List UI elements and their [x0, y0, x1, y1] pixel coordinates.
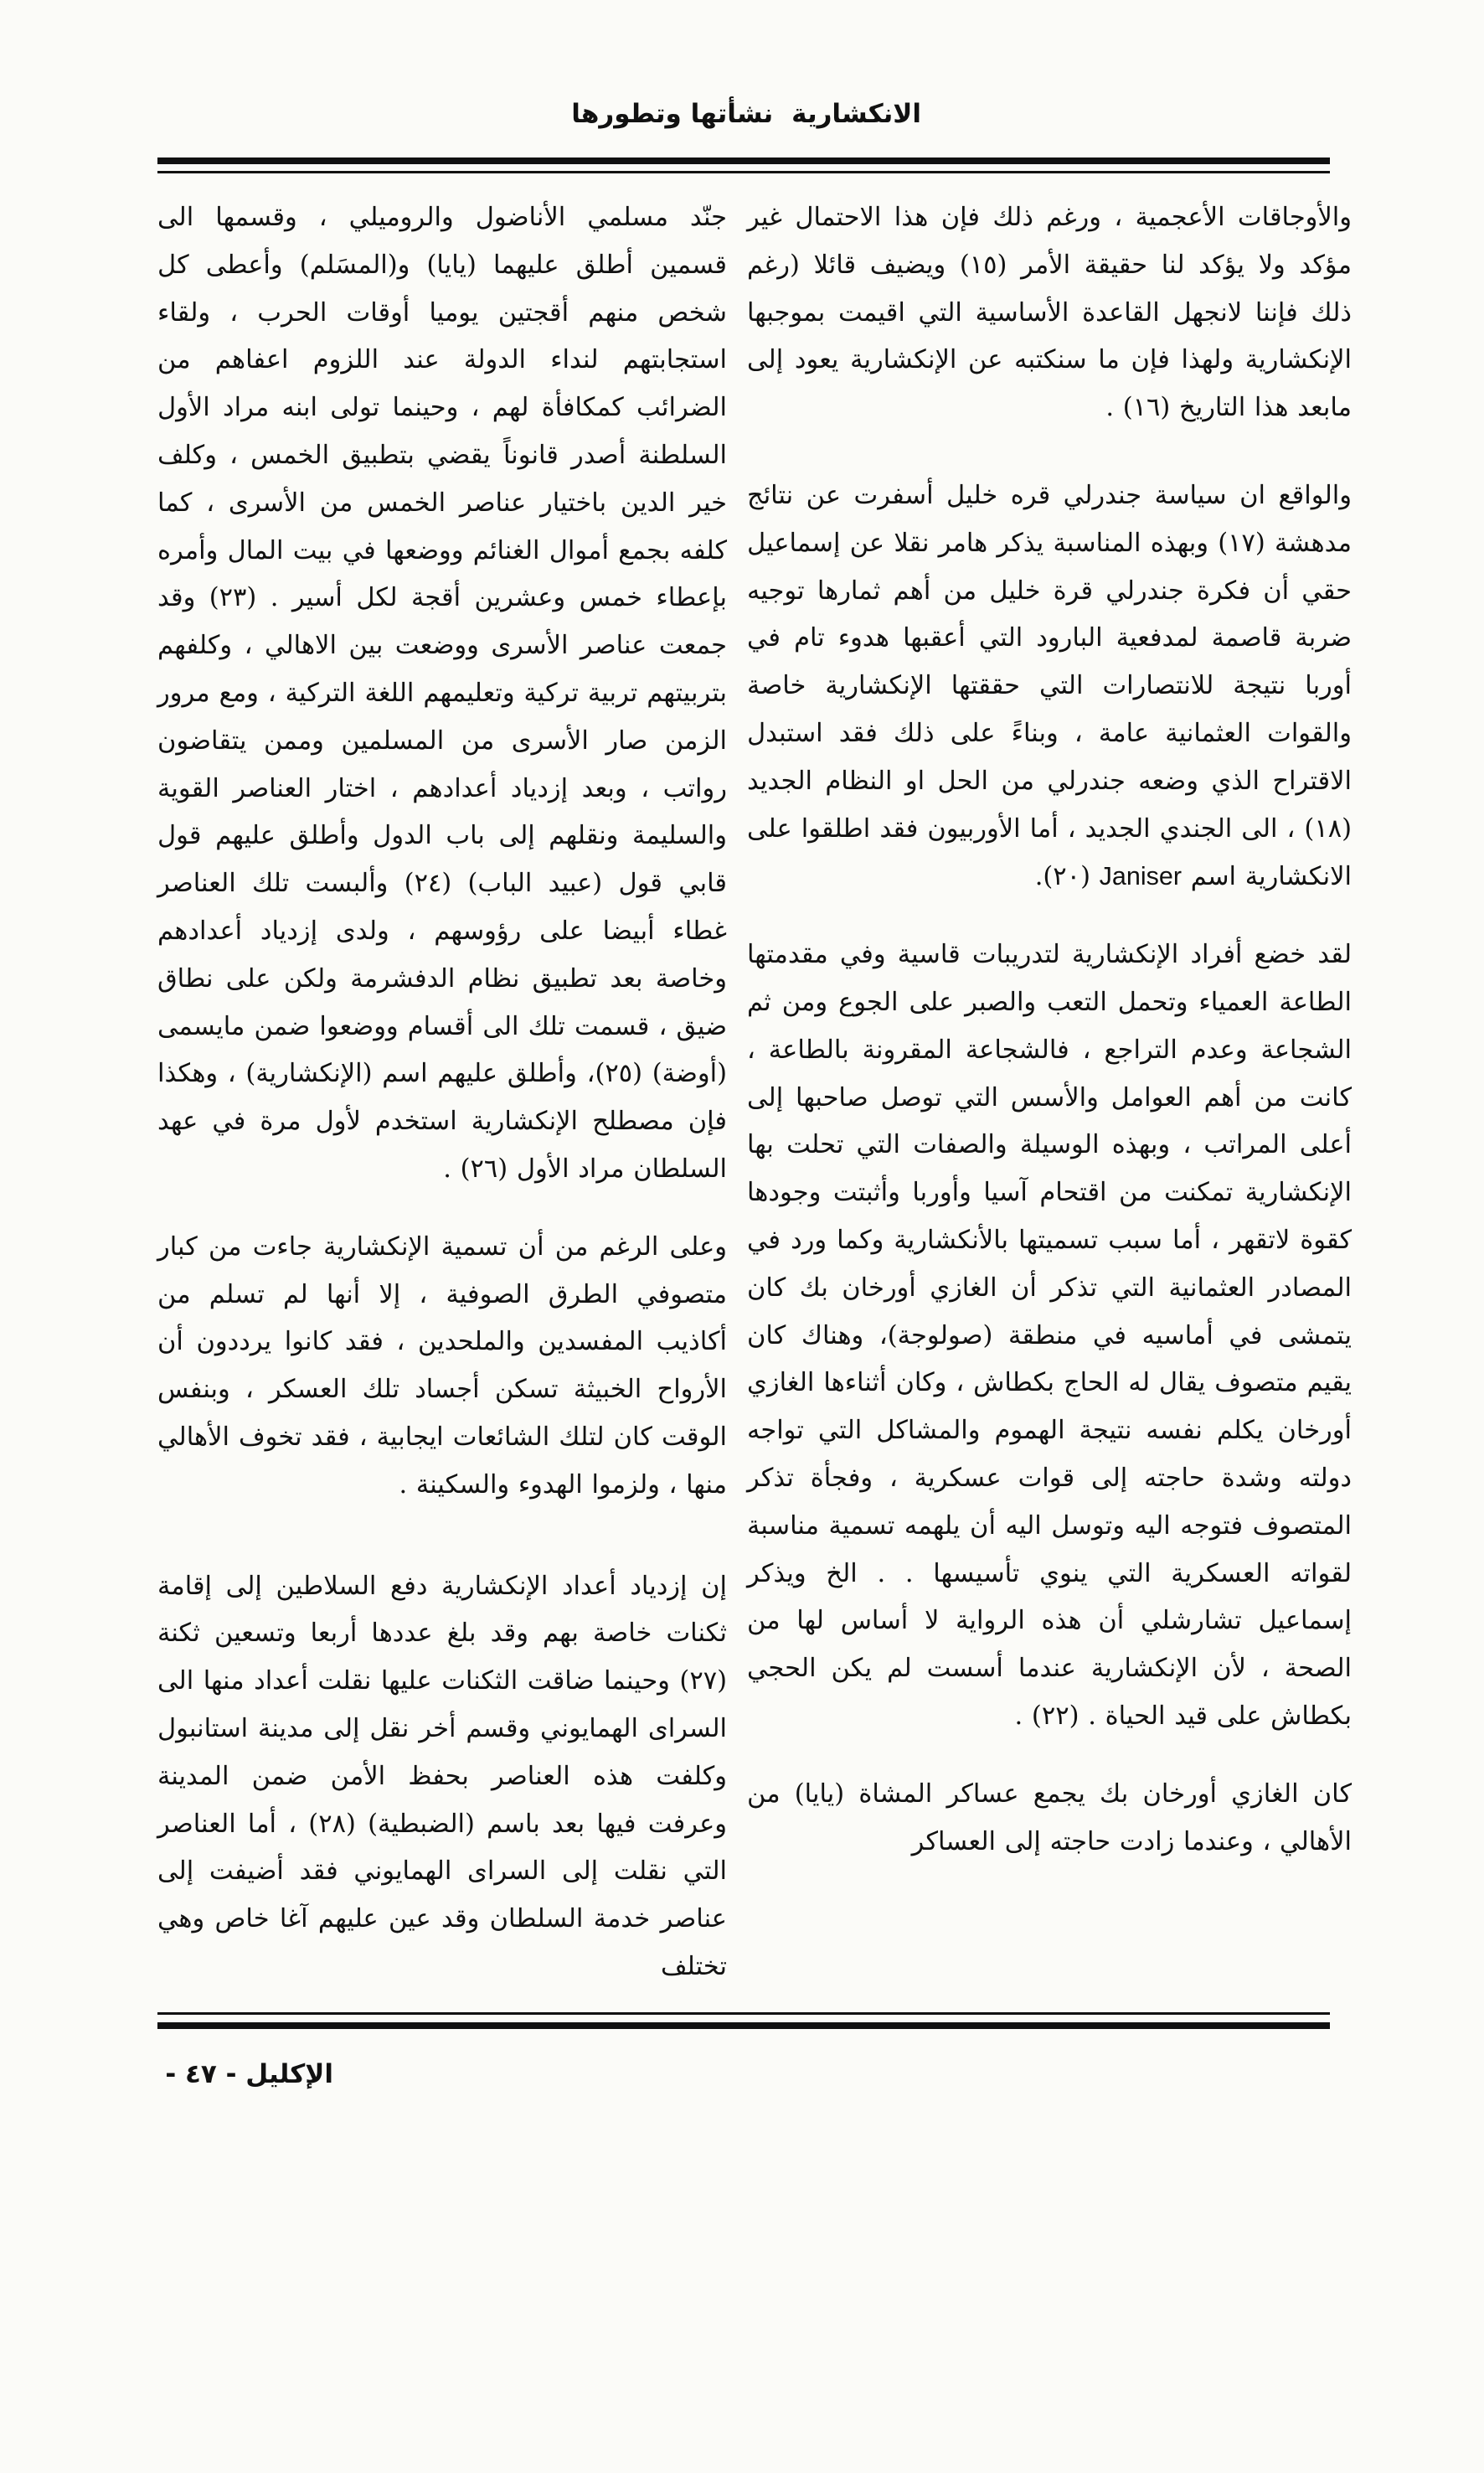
header-section: الانكشارية: [791, 99, 921, 129]
paragraph: [747, 472, 1352, 901]
paragraph: والأوجاقات الأعجمية ، ورغم ذلك فإن هذا الاحتمال غير مؤكد ولا يؤكد لنا حقيقة الأمر (١٥) ويضيف قائلا (رغم ذلك فإننا لانجهل القاعدة الأساسية التي اقيمت بموجبها الإنكشارية ولهذا فإن ما سنكتبه عن الإنكشارية يعود إلى مابعد هذا التاريخ (١٦) .: [747, 203, 1352, 423]
left-column: [157, 194, 727, 2473]
footnote-ref: (٢٠).: [1034, 862, 1090, 892]
paragraph: جنّد مسلمي الأناضول والروميلي ، وقسمها الى قسمين أطلق عليهما (يايا) و(المسَلم) وأعطى كل شخص منهم أقجتين يوميا أوقات الحرب ، ولقاء استجابتهم لنداء الدولة عند اللزوم اعفاهم من الضرائب كمكافأة لهم ، وحينما تولى ابنه مراد الأول السلطنة أصدر قانوناً يقضي بتطبيق الخمس ، وكلف خير الدين باختيار عناصر الخمس من الأسرى ، كما كلفه بجمع أموال الغنائم ووضعها في بيت المال وأمره بإعطاء خمس وعشرين أقجة لكل أسير . (٢٣) وقد جمعت عناصر الأسرى ووضعت بين الاهالي ، وكلفهم بتربيتهم تربية تركية وتعليمهم اللغة التركية ، ومع مرور الزمن صار الأسرى من المسلمين وممن يتقاضون رواتب ، وبعد إزدياد أعدادهم ، اختار العناصر القوية والسليمة ونقلهم إلى باب الدول وأطلق عليهم قول قابي قول (عبيد الباب) (٢٤) وألبست تلك العناصر غطاء أبيضا على رؤوسهم ، ولدى إزدياد أعدادهم وخاصة بعد تطبيق نظام الدفشرمة ولكن على نطاق ضيق ، قسمت تلك الى أقسام ووضعوا ضمن مايسمى (أوضة) (٢٥)، وأطلق عليهم اسم (الإنكشارية) ، وهكذا فإن مصطلح الإنكشارية استخدم لأول مرة في عهد السلطان مراد الأول (٢٦) .: [157, 203, 727, 1184]
header-rule-thin: [157, 171, 1330, 173]
paragraph: وعلى الرغم من أن تسمية الإنكشارية جاءت من كبار متصوفي الطرق الصوفية ، إلا أنها لم تسلم من أكاذيب المفسدين والملحدين ، فقد كانوا يرددون أن الأرواح الخبيثة تسكن أجساد تلك العسكر ، وبنفس الوقت كان لتلك الشائعات ايجابية ، فقد تخوف الأهالي منها ، ولزموا الهدوء والسكينة .: [157, 1231, 727, 1500]
right-column: [747, 194, 1352, 2473]
latin-term: Janiser: [1099, 862, 1182, 891]
header-title: نشأتها وتطورها: [571, 99, 774, 129]
footer-rule-thick: [157, 2022, 1330, 2029]
paragraph: كان الغازي أورخان بك يجمع عساكر المشاة (يايا) من الأهالي ، وعندما زادت حاجته إلى العساكر: [747, 1779, 1352, 1856]
header-rule-thick: [157, 157, 1330, 164]
footer-rule-thin: [157, 2012, 1330, 2015]
paragraph: إن إزدياد أعداد الإنكشارية دفع السلاطين إلى إقامة ثكنات خاصة بهم وقد بلغ عددها أربعا وتسعين ثكنة (٢٧) وحينما ضاقت الثكنات عليها نقلت أعداد منها الى السراى الهمايوني وقسم أخر نقل إلى مدينة استانبول وكلفت هذه العناصر بحفظ الأمن ضمن المدينة وعرفت فيها بعد باسم (الضبطية) (٢٨) ، أما العناصر التي نقلت إلى السراى الهمايوني فقد أضيفت إلى عناصر خدمة السلطان وقد عين عليهم آغا خاص وهي تختلف: [157, 1571, 728, 1981]
paragraph: لقد خضع أفراد الإنكشارية لتدريبات قاسية وفي مقدمتها الطاعة العمياء وتحمل التعب والصبر على الجوع ومن ثم الشجاعة وعدم التراجع ، فالشجاعة المقرونة بالطاعة ، كانت من أهم العوامل والأسس التي توصل صاحبها إلى أعلى المراتب ، وبهذه الوسيلة والصفات التي تحلت بها الإنكشارية تمكنت من اقتحام آسيا وأوربا وأثبتت وجودها كقوة لاتقهر ، أما سبب تسميتها بالأنكشارية وكما ورد في المصادر العثمانية التي تذكر أن الغازي أورخان بك كان يتمشى في أماسيه في منطقة (صولوجة)، وهناك كان يقيم متصوف يقال له الحاج بكطاش ، وكان أثناءها الغازي أورخان يكلم نفسه نتيجة الهموم والمشاكل التي تواجه دولته وشدة حاجته إلى قوات عسكرية ، وفجأة تذكر المتصوف فتوجه اليه وتوسل اليه أن يلهمه تسمية مناسبة لقواته العسكرية التي ينوي تأسيسها . . الخ ويذكر إسماعيل تشارشلي أن هذه الرواية لا أساس لها من الصحة ، لأن الإنكشارية عندما أسست لم يكن الحجي بكطاش على قيد الحياة . (٢٢) .: [747, 940, 1352, 1731]
page-footer: الإكليل - ٤٧ -: [165, 2059, 333, 2089]
paragraph-text: والواقع ان سياسة جندرلي قره خليل أسفرت عن نتائج مدهشة (١٧) وبهذه المناسبة يذكر هامر نقلا عن إسماعيل حقي أن فكرة جندرلي قرة خليل من أهم ثمارها توجيه ضربة قاصمة لمدفعية البارود التي أعقبها هدوء تام في أوربا نتيجة للانتصارات التي حققتها الإنكشارية خاصة والقوات العثمانية عامة ، وبناءً على ذلك فقد استبدل الاقتراح الذي وضعه جندرلي من الحل او النظام الجديد (١٨) ، الى الجندي الجديد ، أما الأوربيون فقد اطلقوا على الانكشارية اسم: [747, 480, 1352, 892]
running-header: [502, 99, 921, 129]
